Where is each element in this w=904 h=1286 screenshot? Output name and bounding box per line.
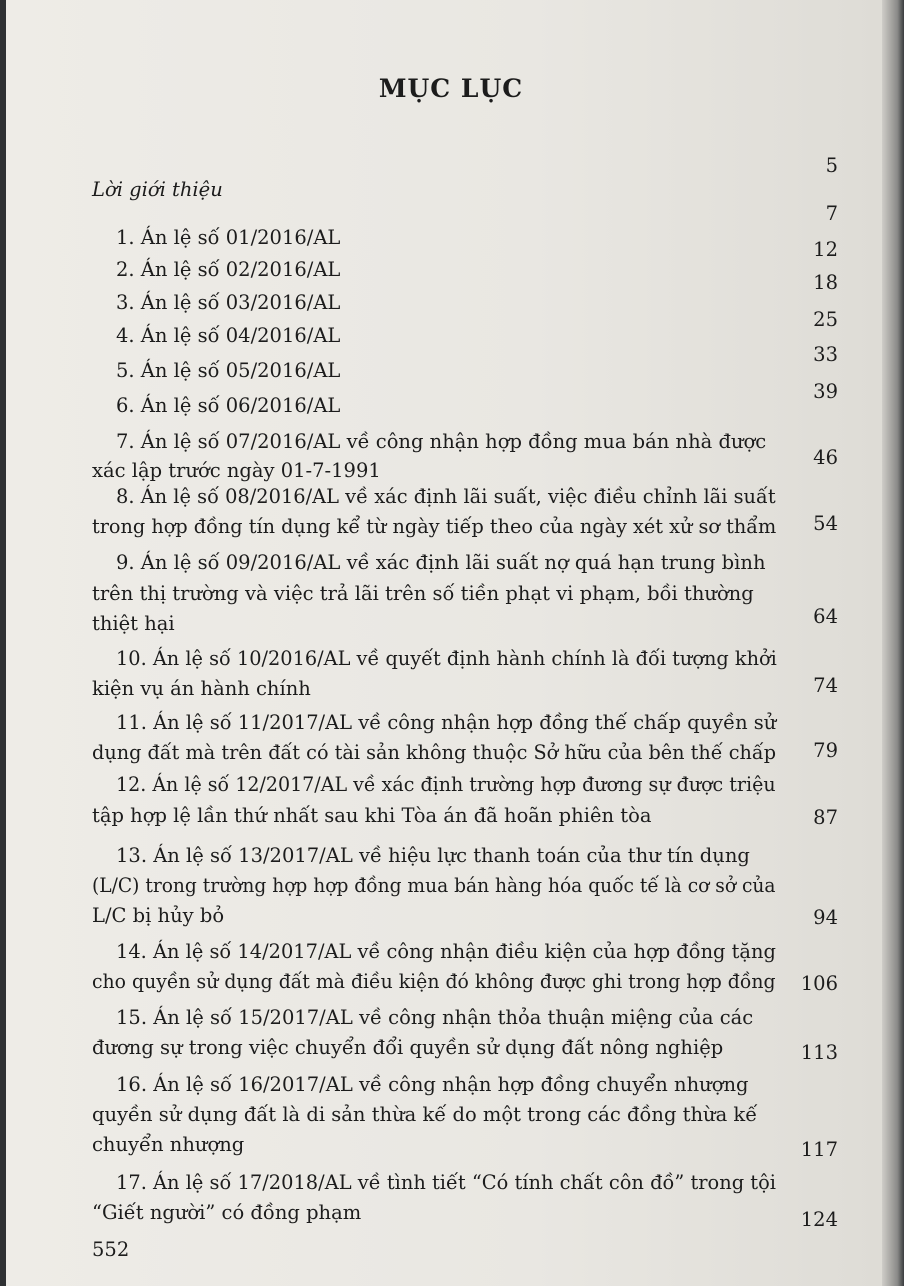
toc-entry-title: 3. Án lệ số 03/2016/AL	[116, 291, 341, 314]
toc-entry-page: 74	[813, 674, 838, 697]
toc-entry-page: 7	[825, 202, 838, 225]
toc-entry-page: 124	[800, 1208, 838, 1231]
intro-page: 5	[825, 154, 838, 177]
toc-entry-page: 64	[813, 605, 838, 628]
toc-entry-page: 87	[813, 806, 838, 829]
toc-entry-page: 18	[813, 271, 838, 294]
toc-entry-page: 46	[813, 446, 838, 469]
toc-entry-continuation: chuyển nhượng	[92, 1133, 245, 1156]
toc-entry-page: 113	[800, 1041, 838, 1064]
toc-entry-continuation: “Giết người” có đồng phạm	[92, 1201, 362, 1224]
toc-entry-title: 8. Án lệ số 08/2016/AL về xác định lãi suất, việc điều chỉnh lãi suất	[116, 485, 776, 508]
toc-entry-title: 15. Án lệ số 15/2017/AL về công nhận thỏa thuận miệng của các	[116, 1006, 754, 1029]
toc-entry-page: 25	[813, 308, 838, 331]
toc-entry-page: 33	[813, 343, 838, 366]
toc-entry-page: 117	[800, 1138, 838, 1161]
toc-entry-page: 54	[813, 512, 838, 535]
toc-entry-title: 13. Án lệ số 13/2017/AL về hiệu lực thanh toán của thư tín dụng	[116, 844, 750, 867]
book-spine-edge	[882, 0, 904, 1286]
toc-entry-continuation: trong hợp đồng tín dụng kể từ ngày tiếp theo của ngày xét xử sơ thẩm	[92, 515, 777, 538]
toc-entry-title: 17. Án lệ số 17/2018/AL về tình tiết “Có tính chất côn đồ” trong tội	[116, 1171, 776, 1194]
toc-entry-continuation: xác lập trước ngày 01-7-1991	[92, 459, 381, 482]
toc-entry-continuation: tập hợp lệ lần thứ nhất sau khi Tòa án đã hoãn phiên tòa	[92, 804, 652, 827]
toc-entry-continuation: cho quyền sử dụng đất mà điều kiện đó không được ghi trong hợp đồng	[92, 970, 776, 993]
toc-entry-page: 106	[800, 972, 838, 995]
toc-entry-continuation: (L/C) trong trường hợp hợp đồng mua bán hàng hóa quốc tế là cơ sở của	[92, 874, 776, 897]
toc-entry-title: 9. Án lệ số 09/2016/AL về xác định lãi suất nợ quá hạn trung bình	[116, 551, 766, 574]
toc-entry-title: 2. Án lệ số 02/2016/AL	[116, 258, 341, 281]
toc-entry-title: 11. Án lệ số 11/2017/AL về công nhận hợp đồng thế chấp quyền sử	[116, 711, 777, 734]
toc-entry-page: 39	[813, 380, 838, 403]
toc-entry-title: 16. Án lệ số 16/2017/AL về công nhận hợp đồng chuyển nhượng	[116, 1073, 749, 1096]
toc-entry-continuation: dụng đất mà trên đất có tài sản không thuộc Sở hữu của bên thế chấp	[92, 741, 777, 764]
toc-entry-title: 14. Án lệ số 14/2017/AL về công nhận điều kiện của hợp đồng tặng	[116, 940, 776, 963]
toc-entry-page: 79	[813, 739, 838, 762]
toc-entry-continuation: kiện vụ án hành chính	[92, 677, 311, 700]
toc-entry-continuation: trên thị trường và việc trả lãi trên số tiền phạt vi phạm, bồi thường	[92, 582, 754, 605]
toc-entry-continuation: thiệt hại	[92, 612, 175, 635]
intro-label: Lời giới thiệu	[92, 178, 223, 201]
toc-entry-title: 6. Án lệ số 06/2016/AL	[116, 394, 341, 417]
toc-entry-page: 12	[813, 238, 838, 261]
toc-entry-title: 12. Án lệ số 12/2017/AL về xác định trường hợp đương sự được triệu	[116, 773, 776, 796]
toc-entry-title: 4. Án lệ số 04/2016/AL	[116, 324, 341, 347]
toc-entry-title: 10. Án lệ số 10/2016/AL về quyết định hành chính là đối tượng khởi	[116, 647, 777, 670]
toc-entry-continuation: quyền sử dụng đất là di sản thừa kế do một trong các đồng thừa kế	[92, 1103, 758, 1126]
toc-entry-page: 94	[813, 906, 838, 929]
page-number: 552	[92, 1238, 130, 1261]
toc-entry-continuation: đương sự trong việc chuyển đổi quyền sử dụng đất nông nghiệp	[92, 1036, 724, 1059]
page-title: MỤC LỤC	[378, 74, 524, 103]
toc-entry-title: 5. Án lệ số 05/2016/AL	[116, 359, 341, 382]
toc-entry-title: 1. Án lệ số 01/2016/AL	[116, 226, 341, 249]
toc-entry-continuation: L/C bị hủy bỏ	[92, 904, 225, 927]
book-page	[6, 0, 884, 1286]
toc-entry-title: 7. Án lệ số 07/2016/AL về công nhận hợp đồng mua bán nhà được	[116, 430, 767, 453]
